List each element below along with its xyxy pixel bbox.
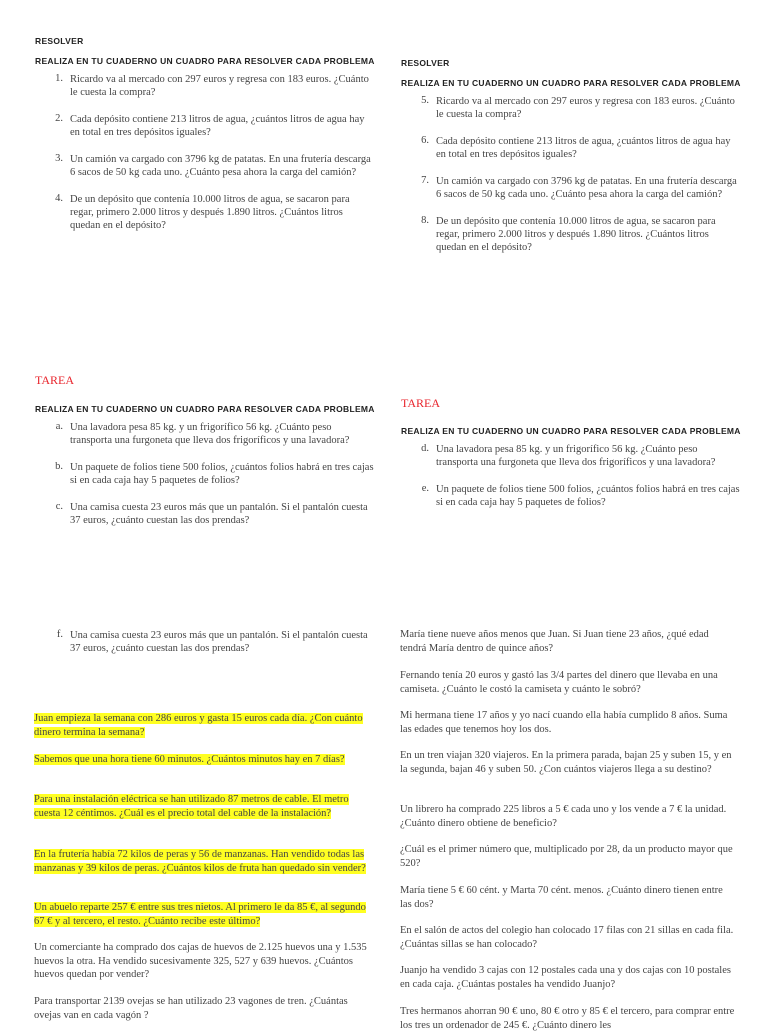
problem-number: 8. [421,215,429,226]
tarea-f-block [35,629,375,655]
problem-item [401,95,741,121]
problem-item [35,193,375,232]
problem-item [35,113,375,139]
word-problem: Mi hermana tiene 17 años y yo nací cuando ella había cumplido 8 años. Suma las edades que tenemos hoy los dos. [400,710,728,735]
instruction-heading: REALIZA EN TU CUADERNO UN CUADRO PARA RESOLVER CADA PROBLEMA [401,78,741,88]
resolver-heading: RESOLVER [35,36,84,46]
problem-item [401,175,741,201]
problem-item [35,153,375,179]
word-problem-highlighted: Juan empieza la semana con 286 euros y gasta 15 euros cada día. ¿Con cuánto dinero termina la semana? [34,713,363,738]
problem-text: De un depósito que contenía 10.000 litros de agua, se sacaron para regar, primero 2.000 litros y después 1.890 litros. ¿Cuántos litros quedan en el depósito? [70,194,350,231]
problem-text: De un depósito que contenía 10.000 litros de agua, se sacaron para regar, primero 2.000 litros y después 1.890 litros. ¿Cuántos litros quedan en el depósito? [436,216,716,253]
tarea-letter: c. [55,501,63,512]
tarea-item [35,501,375,527]
tarea-item [401,483,741,509]
word-problem: María tiene nueve años menos que Juan. Si Juan tiene 23 años, ¿qué edad tendrá María dentro de quince años? [400,629,709,654]
problem-number: 1. [55,73,63,84]
tarea-right-block [401,396,741,509]
word-problem: ¿Cuál es el primer número que, multiplicado por 28, da un producto mayor que 520? [400,844,733,869]
problem-text: Un camión va cargado con 3796 kg de patatas. En una frutería descarga 6 sacos de 50 kg cada uno. ¿Cuánto pesa ahora la carga del camión? [436,176,737,200]
word-problem: Fernando tenía 20 euros y gastó las 3/4 partes del dinero que llevaba en una camiseta. ¿Cuánto le costó la camiseta y cuánto le sobró? [400,670,718,695]
problem-number: 6. [421,135,429,146]
tarea-item [35,421,375,447]
word-problem: En el salón de actos del colegio han colocado 17 filas con 21 sillas en cada fila. ¿Cuántas sillas se han colocado? [400,925,734,950]
instruction-heading: REALIZA EN TU CUADERNO UN CUADRO PARA RESOLVER CADA PROBLEMA [35,56,375,66]
tarea-item [401,443,741,469]
problem-item [35,73,375,99]
problem-text: Cada depósito contiene 213 litros de agua, ¿cuántos litros de agua hay en total en tres depósitos iguales? [70,114,365,138]
word-problem: Un librero ha comprado 225 libros a 5 € cada uno y los vende a 7 € la unidad. ¿Cuánto dinero obtiene de beneficio? [400,804,727,829]
problem-number: 7. [421,175,429,186]
tarea-text: Una camisa cuesta 23 euros más que un pantalón. Si el pantalón cuesta 37 euros, ¿cuánto cuestan las dos prendas? [70,502,368,526]
instruction-heading: REALIZA EN TU CUADERNO UN CUADRO PARA RESOLVER CADA PROBLEMA [35,404,375,414]
problem-number: 5. [421,95,429,106]
tarea-text: Una lavadora pesa 85 kg. y un frigorífico 56 kg. ¿Cuánto peso transporta una furgoneta que lleva dos frigoríficos y una lavadora? [70,422,350,446]
word-problem: Juanjo ha vendido 3 cajas con 12 postales cada una y dos cajas con 10 postales en cada caja. ¿Cuántas postales ha vendido Juanjo? [400,965,731,990]
problem-item [401,135,741,161]
tarea-letter: b. [55,461,63,472]
problem-number: 2. [55,113,63,124]
tarea-letter: a. [55,421,63,432]
top-right-block [401,58,741,254]
tarea-item [35,629,375,655]
problem-number: 4. [55,193,63,204]
word-problem-highlighted: En la frutería había 72 kilos de peras y 56 de manzanas. Han vendido todas las manzanas y 39 kilos de peras. ¿Cuántos kilos de fruta han quedado sin vender? [34,849,366,874]
top-left-block [35,36,375,232]
word-problem: María tiene 5 € 60 cént. y Marta 70 cént. menos. ¿Cuánto dinero tienen entre las dos? [400,885,723,910]
word-problem-highlighted: Un abuelo reparte 257 € entre sus tres nietos. Al primero le da 85 €, al segundo 67 € y al tercero, el resto. ¿Cuánto recibe este último? [34,902,366,927]
tarea-heading: TAREA [35,373,75,387]
word-problem: Un comerciante ha comprado dos cajas de huevos de 2.125 huevos una y 1.535 huevos la otra. Ha vendido sucesivamente 325, 527 y 639 huevos. ¿Cuántos huevos quedan por vender? [34,942,367,980]
word-problem-highlighted: Para una instalación eléctrica se han utilizado 87 metros de cable. El metro cuesta 12 céntimos. ¿Cuál es el precio total del cable de la instalación? [34,794,349,819]
problem-text: Ricardo va al mercado con 297 euros y regresa con 183 euros. ¿Cuánto le cuesta la compra? [436,96,735,120]
word-problem: Tres hermanos ahorran 90 € uno, 80 € otro y 85 € el tercero, para comprar entre los tres un ordenador de 245 €. ¿Cuánto dinero les [400,1006,735,1031]
word-problem: Para transportar 2139 ovejas se han utilizado 23 vagones de tren. ¿Cuántas ovejas van en cada vagón ? [34,996,348,1021]
resolver-heading: RESOLVER [401,58,450,68]
tarea-letter: f. [56,629,63,640]
tarea-left-block [35,373,375,527]
tarea-text: Una camisa cuesta 23 euros más que un pantalón. Si el pantalón cuesta 37 euros, ¿cuánto cuestan las dos prendas? [70,630,368,654]
problem-text: Ricardo va al mercado con 297 euros y regresa con 183 euros. ¿Cuánto le cuesta la compra? [70,74,369,98]
tarea-text: Una lavadora pesa 85 kg. y un frigorífico 56 kg. ¿Cuánto peso transporta una furgoneta que lleva dos frigoríficos y una lavadora? [436,444,716,468]
word-problem: En un tren viajan 320 viajeros. En la primera parada, bajan 25 y suben 15, y en la segunda, bajan 46 y suben 50. ¿Con cuántos viajeros llega a su destino? [400,750,732,775]
tarea-text: Un paquete de folios tiene 500 folios, ¿cuántos folios habrá en tres cajas si en cada caja hay 5 paquetes de folios? [436,484,740,508]
tarea-text: Un paquete de folios tiene 500 folios, ¿cuántos folios habrá en tres cajas si en cada caja hay 5 paquetes de folios? [70,462,374,486]
tarea-letter: d. [421,443,429,454]
tarea-letter: e. [421,483,429,494]
tarea-heading: TAREA [401,396,441,410]
problem-text: Un camión va cargado con 3796 kg de patatas. En una frutería descarga 6 sacos de 50 kg cada uno. ¿Cuánto pesa ahora la carga del camión? [70,154,371,178]
tarea-item [35,461,375,487]
problem-number: 3. [55,153,63,164]
problem-item [401,215,741,254]
problem-text: Cada depósito contiene 213 litros de agua, ¿cuántos litros de agua hay en total en tres depósitos iguales? [436,136,731,160]
word-problem-highlighted: Sabemos que una hora tiene 60 minutos. ¿Cuántos minutos hay en 7 días? [34,754,345,765]
instruction-heading: REALIZA EN TU CUADERNO UN CUADRO PARA RESOLVER CADA PROBLEMA [401,426,741,436]
